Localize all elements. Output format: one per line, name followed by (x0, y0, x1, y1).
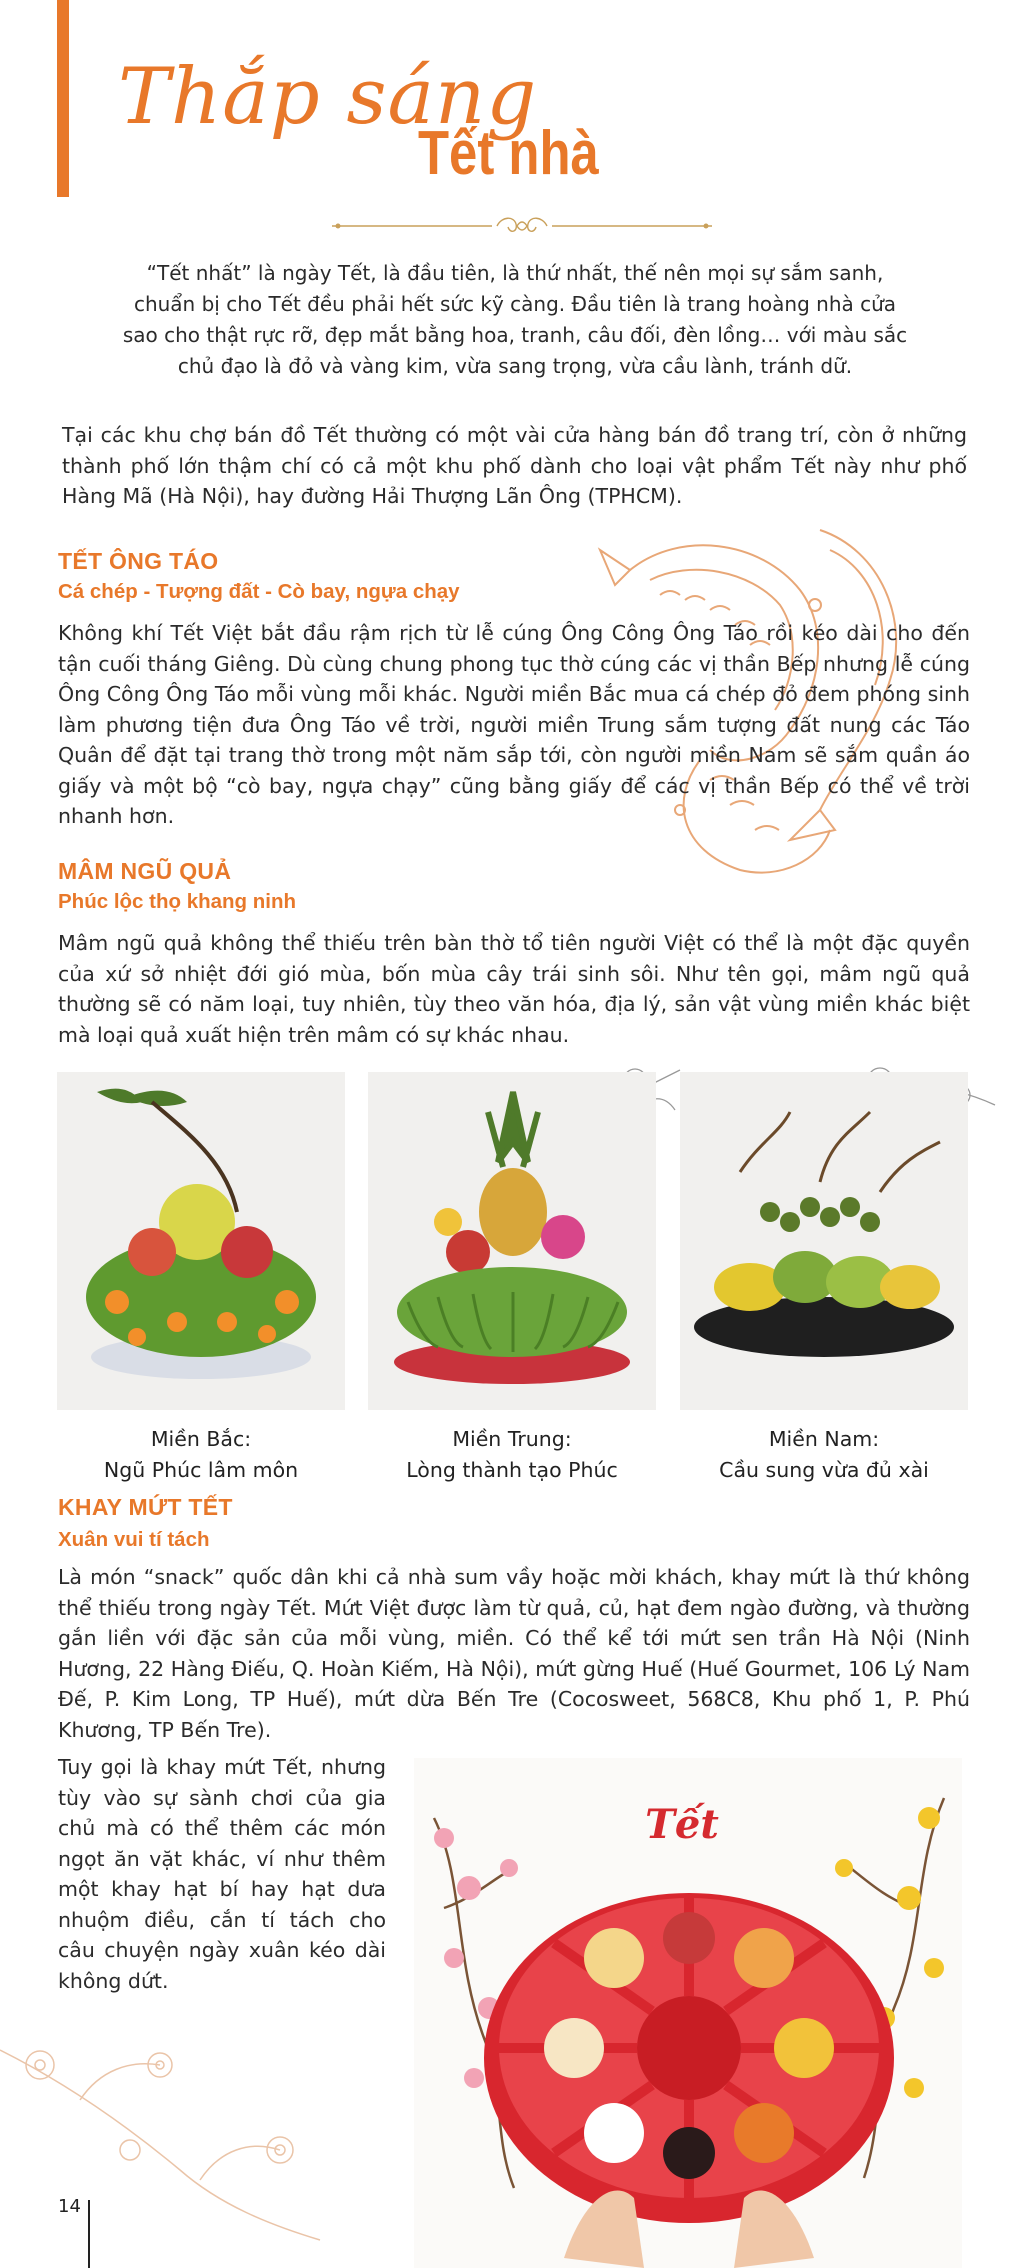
caption-region: Miền Bắc: (150, 1427, 252, 1451)
section-subheading: Xuân vui tí tách (58, 1528, 210, 1551)
page-number-rule (88, 2200, 90, 2268)
section-subheading: Phúc lộc thọ khang ninh (58, 890, 297, 913)
title-script: Thắp sáng (118, 52, 538, 142)
caption-region: Miền Nam: (768, 1427, 880, 1451)
section-heading-tet-ong-tao: TẾT ÔNG TÁO (58, 548, 219, 574)
accent-bar (57, 0, 69, 197)
caption-name: Lòng thành tạo Phúc (406, 1458, 618, 1482)
intro-paragraph: Tại các khu chợ bán đồ Tết thường có một vài cửa hàng bán đồ trang trí, còn ở những thành phố lớn thậm chí có cả một khu phố dành cho loại vật phẩm Tết này như phố Hàng Mã (Hà Nội), hay đường Hải Thượng Lãn Ông (TPHCM). (62, 423, 967, 508)
fruit-tray-caption (51, 1424, 351, 1486)
side-paragraph: Tuy gọi là khay mứt Tết, nhưng tùy vào sự sành chơi của gia chủ mà có thể thêm các món ngọt ăn vặt khác, ví như thêm một khay hạt bí hay hạt dưa nhuộm điều, cắn tí tách cho câu chuyện ngày xuân kéo dài không dứt. (58, 1755, 386, 1993)
fruit-tray-image-north (57, 1072, 345, 1410)
page-number: 14 (58, 2196, 81, 2217)
section-heading-mam-ngu-qua: MÂM NGŨ QUẢ (58, 858, 232, 884)
fruit-tray-caption (362, 1424, 662, 1486)
caption-name: Ngũ Phúc lâm môn (103, 1458, 299, 1482)
candy-tray-image (414, 1758, 962, 2268)
section-body: Là món “snack” quốc dân khi cả nhà sum vầy hoặc mời khách, khay mứt là thứ không thể thiếu trong ngày Tết. Mứt Việt được làm từ quả, củ, hạt đem ngào đường, và thường gắn liền với đặc sản của mỗi vùng, miền. Có thể kể tới mứt sen trần Hà Nội (Ninh Hương, 22 Hàng Điếu, Q. Hoàn Kiếm, Hà Nội), mứt gừng Huế (Huế Gourmet, 106 Lý Nam Đế, P. Kim Long, TP Huế), mứt dừa Bến Tre (Cocosweet, 568C8, Khu phố 1, P. Phú Khương, TP Bến Tre). (58, 1565, 970, 1742)
section-subheading: Cá chép - Tượng đất - Cò bay, ngựa chạy (58, 580, 460, 603)
fruit-tray-image-central (368, 1072, 656, 1410)
blossom-branch-illustration (0, 2010, 330, 2260)
lead-paragraph: “Tết nhất” là ngày Tết, là đầu tiên, là thứ nhất, thế nên mọi sự sắm sanh, chuẩn bị cho Tết đều phải hết sức kỹ càng. Đầu tiên là trang hoàng nhà cửa sao cho thật rực rỡ, đẹp mắt bằng hoa, tranh, câu đối, đèn lồng… với màu sắc chủ đạo là đỏ và vàng kim, vừa sang trọng, vừa cầu lành, tránh dữ. (122, 261, 908, 378)
section-body: Mâm ngũ quả không thể thiếu trên bàn thờ tổ tiên người Việt có thể là một đặc quyền của xứ sở nhiệt đới gió mùa, bốn mùa cây trái sinh sôi. Như tên gọi, mâm ngũ quả thường sẽ có năm loại, tuy nhiên, tùy theo văn hóa, địa lý, sản vật vùng miền khác biệt mà loại quả xuất hiện trên mâm có sự khác nhau. (58, 931, 970, 1047)
fruit-tray-caption (674, 1424, 974, 1486)
fruit-tray-image-south (680, 1072, 968, 1410)
section-body: Không khí Tết Việt bắt đầu rậm rịch từ lễ cúng Ông Công Ông Táo rồi kéo dài cho đến tận cuối tháng Giêng. Dù cùng chung phong tục thờ cúng các vị thần Bếp nhưng lễ cúng Ông Công Ông Táo mỗi vùng mỗi khác. Người miền Bắc mua cá chép đỏ đem phóng sinh làm phương tiện đưa Ông Táo về trời, người miền Trung sắm tượng đất nung các Táo Quân để đặt tại trang thờ trong một năm sắp tới, còn người miền Nam sẽ sắm quần áo giấy và một bộ “cò bay, ngựa chạy” cũng bằng giấy để các vị thần Bếp có thể về trời nhanh hơn. (58, 621, 970, 828)
caption-name: Cầu sung vừa đủ xài (719, 1458, 929, 1482)
title-divider-ornament (332, 214, 712, 238)
page-title: Tết nhà (418, 119, 599, 188)
tray-tet-label: Tết (645, 1801, 719, 1848)
section-heading-khay-mut-tet: KHAY MỨT TẾT (58, 1494, 233, 1520)
caption-region: Miền Trung: (452, 1427, 572, 1451)
